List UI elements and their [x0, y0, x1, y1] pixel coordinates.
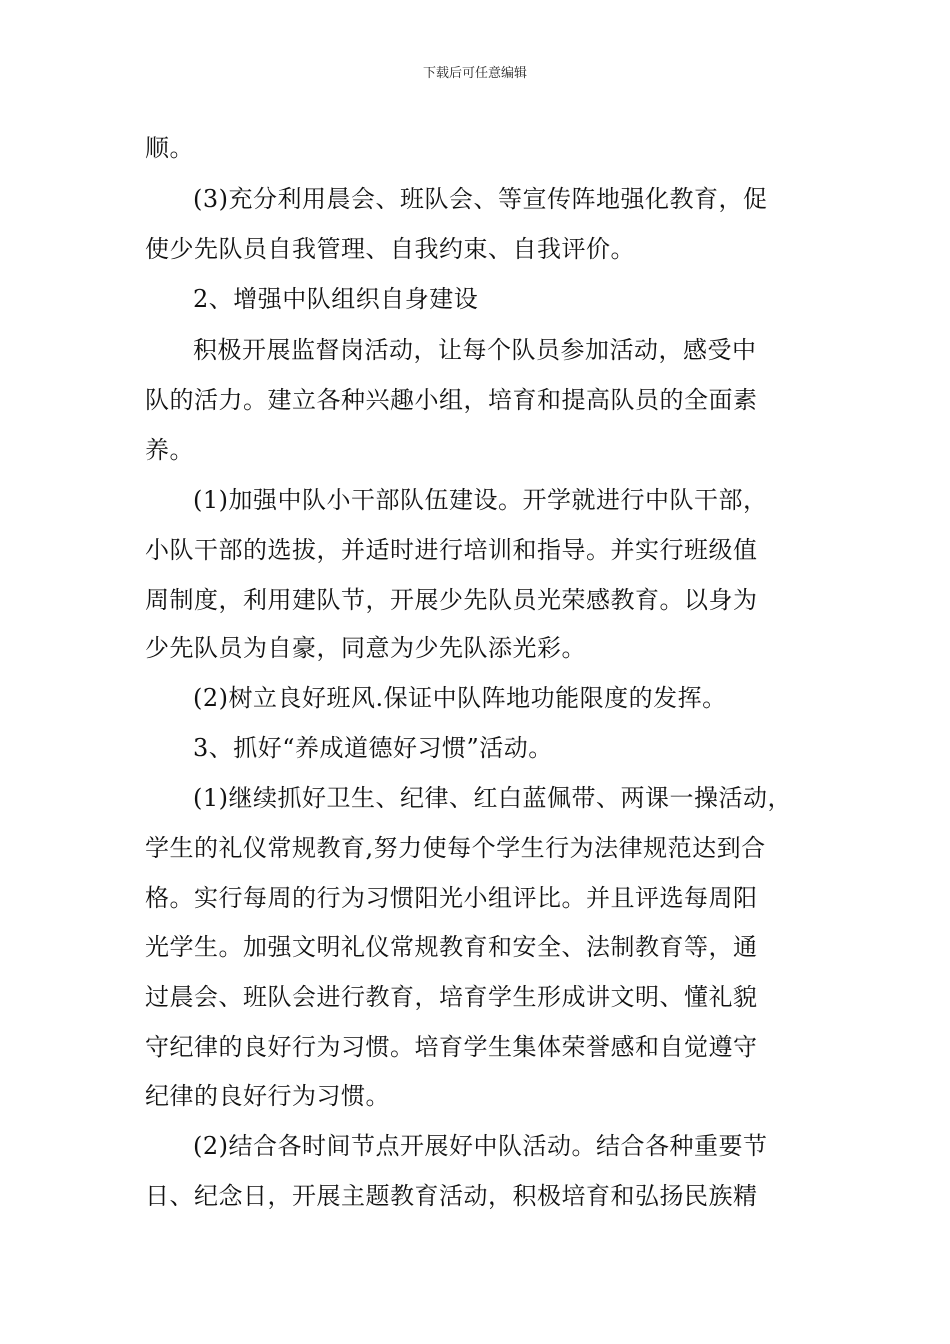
text-line: (1)加强中队小干部队伍建设。开学就进行中队干部， [193, 486, 768, 514]
text-line: 纪律的良好行为习惯。 [145, 1082, 390, 1110]
page-header: 下载后可任意编辑 [422, 66, 527, 81]
text-line: 使少先队员自我管理、自我约束、自我评价。 [145, 235, 635, 263]
text-line: 积极开展监督岗活动，让每个队员参加活动，感受中 [193, 336, 757, 364]
text-line: 格。实行每周的行为习惯阳光小组评比。并且评选每周阳 [145, 884, 758, 912]
text-line: 日、纪念日，开展主题教育活动，积极培育和弘扬民族精 [145, 1182, 758, 1210]
section-heading: 2、增强中队组织自身建设 [193, 285, 479, 313]
text-line: 过晨会、班队会进行教育，培育学生形成讲文明、懂礼貌 [145, 983, 758, 1011]
text-line: 光学生。加强文明礼仪常规教育和安全、法制教育等，通 [145, 933, 758, 961]
text-line: 顺。 [145, 134, 194, 162]
text-line: (2)结合各时间节点开展好中队活动。结合各种重要节 [193, 1132, 768, 1160]
section-heading: 3、抓好“养成道德好习惯”活动。 [193, 734, 553, 762]
text-line: 小队干部的选拔，并适时进行培训和指导。并实行班级值 [145, 536, 758, 564]
text-line: 少先队员为自豪，同意为少先队添光彩。 [145, 634, 586, 662]
text-line: 养。 [145, 436, 194, 464]
text-line: 学生的礼仪常规教育,努力使每个学生行为法律规范达到合 [145, 834, 766, 862]
text-line: (3)充分利用晨会、班队会、等宣传阵地强化教育，促 [193, 185, 768, 213]
text-line: (2)树立良好班风.保证中队阵地功能限度的发挥。 [193, 684, 727, 712]
text-line: (1)继续抓好卫生、纪律、红白蓝佩带、两课一操活动， [193, 784, 792, 812]
text-line: 队的活力。建立各种兴趣小组，培育和提高队员的全面素 [145, 386, 758, 414]
text-line: 周制度，利用建队节，开展少先队员光荣感教育。以身为 [145, 586, 758, 614]
text-line: 守纪律的良好行为习惯。培育学生集体荣誉感和自觉遵守 [145, 1033, 758, 1061]
